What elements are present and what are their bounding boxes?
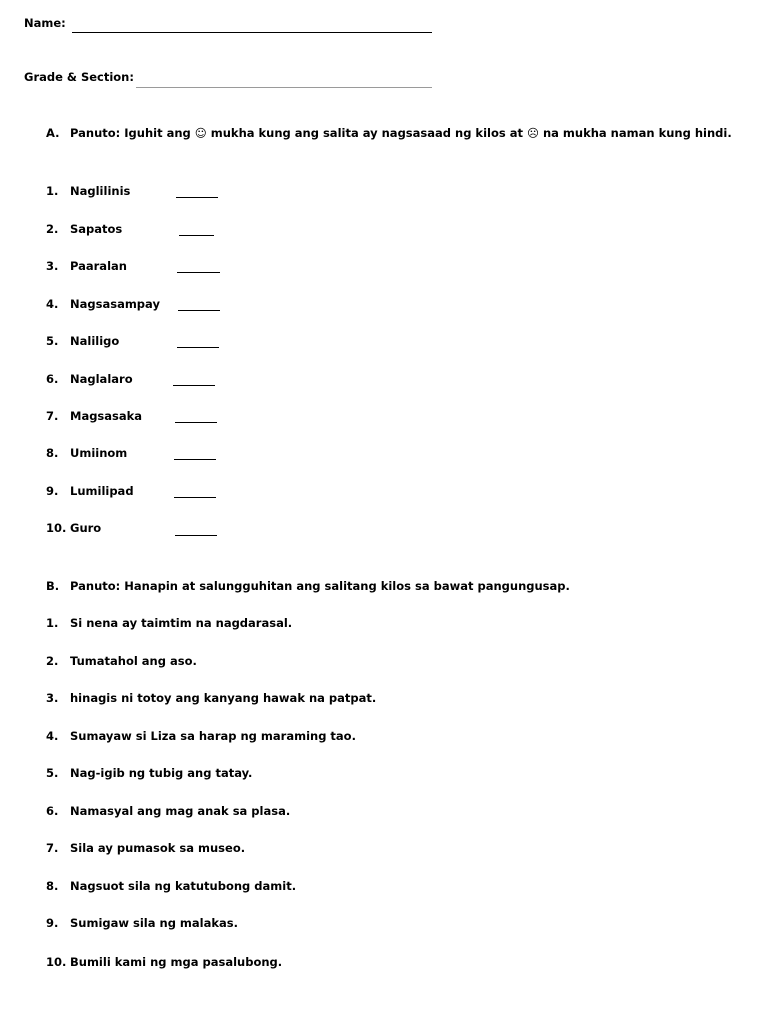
- name-line: [72, 32, 432, 33]
- item-number: 4.: [46, 297, 59, 311]
- answer-blank[interactable]: [175, 422, 217, 423]
- part-a-instruction: Panuto: Iguhit ang ☺ mukha kung ang salita ay nagsasaad ng kilos at ☹ na mukha naman kung hindi.: [70, 126, 732, 140]
- item-number: 4.: [46, 729, 59, 743]
- answer-blank[interactable]: [175, 535, 217, 536]
- item-sentence: Tumatahol ang aso.: [70, 654, 197, 668]
- answer-blank[interactable]: [177, 272, 220, 273]
- item-sentence: Nag-igib ng tubig ang tatay.: [70, 766, 253, 780]
- item-number: 5.: [46, 334, 59, 348]
- item-number: 9.: [46, 484, 59, 498]
- answer-blank[interactable]: [174, 459, 216, 460]
- item-sentence: Bumili kami ng mga pasalubong.: [70, 955, 283, 969]
- part-b-instruction: Panuto: Hanapin at salungguhitan ang salitang kilos sa bawat pangungusap.: [70, 579, 570, 593]
- name-label: Name:: [24, 16, 66, 30]
- item-sentence: hinagis ni totoy ang kanyang hawak na patpat.: [70, 691, 377, 705]
- item-word: Naliligo: [70, 334, 120, 348]
- item-number: 6.: [46, 804, 59, 818]
- item-number: 3.: [46, 691, 59, 705]
- item-word: Lumilipad: [70, 484, 134, 498]
- item-word: Nagsasampay: [70, 297, 160, 311]
- item-sentence: Sila ay pumasok sa museo.: [70, 841, 246, 855]
- item-word: Paaralan: [70, 259, 127, 273]
- item-number: 7.: [46, 841, 59, 855]
- item-number: 8.: [46, 879, 59, 893]
- item-sentence: Namasyal ang mag anak sa plasa.: [70, 804, 291, 818]
- answer-blank[interactable]: [173, 385, 215, 386]
- item-word: Sapatos: [70, 222, 123, 236]
- item-number: 9.: [46, 916, 59, 930]
- answer-blank[interactable]: [179, 235, 214, 236]
- item-number: 3.: [46, 259, 59, 273]
- item-number: 6.: [46, 372, 59, 386]
- item-number: 8.: [46, 446, 59, 460]
- answer-blank[interactable]: [178, 310, 220, 311]
- part-a-letter: A.: [46, 126, 60, 140]
- item-number: 1.: [46, 616, 59, 630]
- item-word: Magsasaka: [70, 409, 143, 423]
- item-number: 10.: [46, 521, 67, 535]
- item-sentence: Nagsuot sila ng katutubong damit.: [70, 879, 297, 893]
- item-sentence: Sumigaw sila ng malakas.: [70, 916, 238, 930]
- answer-blank[interactable]: [176, 197, 218, 198]
- item-word: Umiinom: [70, 446, 128, 460]
- item-number: 1.: [46, 184, 59, 198]
- item-number: 2.: [46, 654, 59, 668]
- item-word: Guro: [70, 521, 102, 535]
- answer-blank[interactable]: [177, 347, 219, 348]
- item-sentence: Sumayaw si Liza sa harap ng maraming tao.: [70, 729, 356, 743]
- grade-section-label: Grade & Section:: [24, 70, 134, 84]
- answer-blank[interactable]: [174, 497, 216, 498]
- grade-section-line: [136, 87, 432, 88]
- item-number: 5.: [46, 766, 59, 780]
- item-word: Naglilinis: [70, 184, 131, 198]
- item-sentence: Si nena ay taimtim na nagdarasal.: [70, 616, 293, 630]
- item-word: Naglalaro: [70, 372, 133, 386]
- part-b-letter: B.: [46, 579, 60, 593]
- item-number: 2.: [46, 222, 59, 236]
- item-number: 7.: [46, 409, 59, 423]
- item-number: 10.: [46, 955, 67, 969]
